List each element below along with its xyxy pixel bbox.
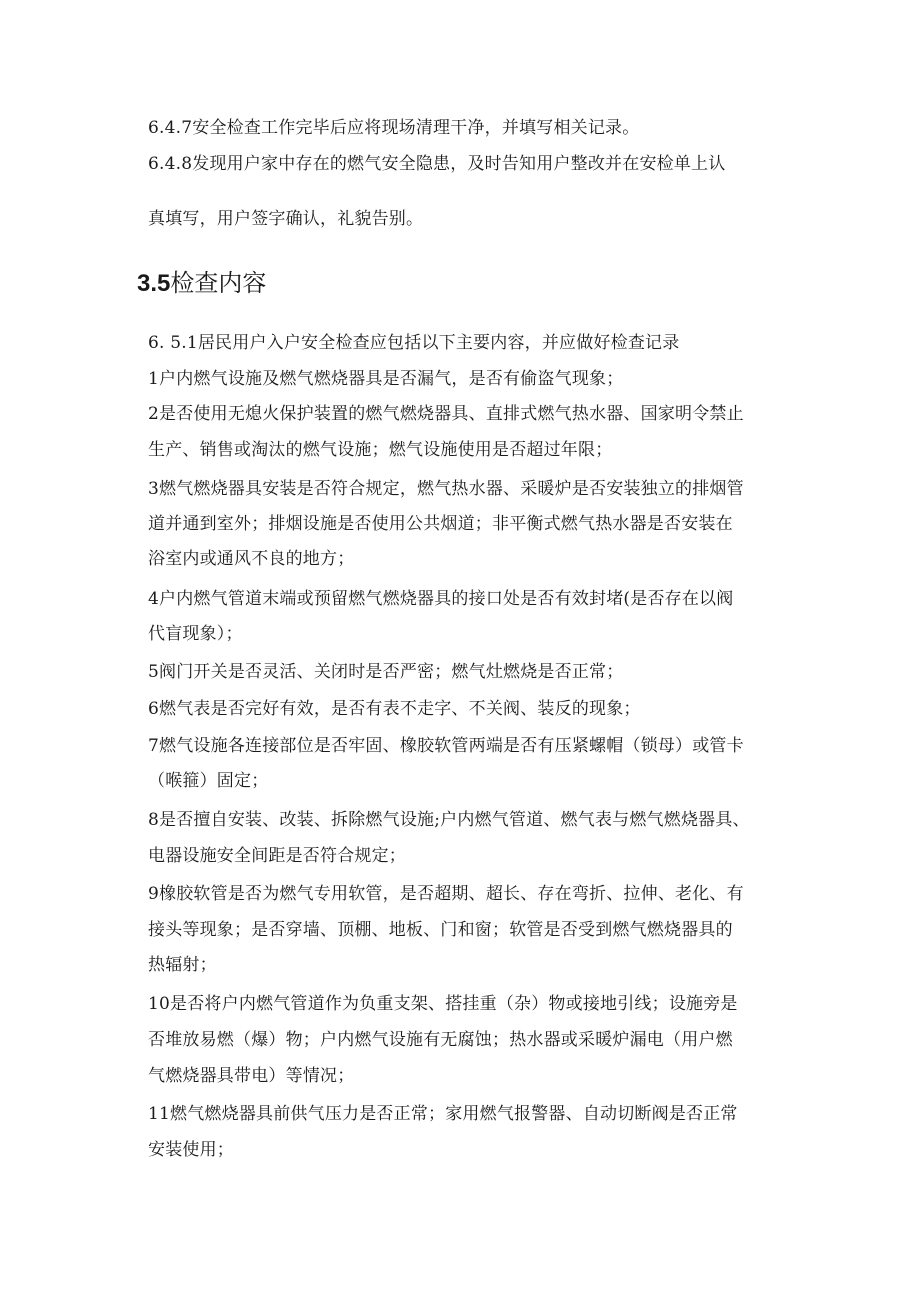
body-line: 生产、销售或淘汰的燃气设施；燃气设施使用是否超过年限； <box>148 440 613 460</box>
body-line: 2是否使用无熄火保护装置的燃气燃烧器具、直排式燃气热水器、国家明令禁止 <box>148 404 744 424</box>
section-number: 3.5 <box>137 270 171 297</box>
section-heading <box>137 268 266 299</box>
body-line: 5阀门开关是否灵活、关闭时是否严密；燃气灶燃烧是否正常； <box>148 662 624 682</box>
paragraph-6-4-7: 6.4.7安全检查工作完毕后应将现场清理干净，并填写相关记录。 <box>148 118 640 138</box>
body-line: 接头等现象；是否穿墙、顶棚、地板、门和窗；软管是否受到燃气燃烧器具的 <box>148 920 733 940</box>
body-line: 8是否擅自安装、改装、拆除燃气设施;户内燃气管道、燃气表与燃气燃烧器具、 <box>148 810 750 830</box>
body-line: （喉箍）固定； <box>148 771 269 791</box>
body-line: 气燃烧器具带电）等情况； <box>148 1066 355 1086</box>
body-line: 10是否将户内燃气管道作为负重支架、搭挂重（杂）物或接地引线；设施旁是 <box>148 994 738 1014</box>
body-line: 热辐射； <box>148 955 217 975</box>
body-line: 11燃气燃烧器具前供气压力是否正常；家用燃气报警器、自动切断阀是否正常 <box>148 1104 738 1124</box>
body-line: 1户内燃气设施及燃气燃烧器具是否漏气，是否有偷盗气现象； <box>148 369 624 389</box>
body-line: 3燃气燃烧器具安装是否符合规定，燃气热水器、采暖炉是否安装独立的排烟管 <box>148 479 744 499</box>
body-line: 否堆放易燃（爆）物；户内燃气设施有无腐蚀；热水器或采暖炉漏电（用户燃 <box>148 1030 733 1050</box>
body-line: 6. 5.1居民用户入户安全检查应包括以下主要内容，并应做好检查记录 <box>148 333 680 353</box>
section-title: 检查内容 <box>170 269 267 297</box>
body-line: 代盲现象）； <box>148 624 243 644</box>
paragraph-6-4-8-line-2: 真填写，用户签字确认，礼貌告别。 <box>148 209 424 229</box>
body-line: 安装使用； <box>148 1140 234 1160</box>
body-line: 道并通到室外；排烟设施是否使用公共烟道；非平衡式燃气热水器是否安装在 <box>148 514 733 534</box>
body-line: 电器设施安全间距是否符合规定； <box>148 846 406 866</box>
body-line: 9橡胶软管是否为燃气专用软管，是否超期、超长、存在弯折、拉伸、老化、有 <box>148 884 744 904</box>
body-line: 6燃气表是否完好有效，是否有表不走字、不关阀、装反的现象； <box>148 699 641 719</box>
body-line: 浴室内或通风不良的地方； <box>148 549 355 569</box>
body-line: 4户内燃气管道末端或预留燃气燃烧器具的接口处是否有效封堵(是否存在以阀 <box>148 589 734 609</box>
body-line: 7燃气设施各连接部位是否牢固、橡胶软管两端是否有压紧螺帽（锁母）或管卡 <box>148 736 744 756</box>
paragraph-6-4-8-line-1: 6.4.8发现用户家中存在的燃气安全隐患，及时告知用户整改并在安检单上认 <box>148 154 726 174</box>
